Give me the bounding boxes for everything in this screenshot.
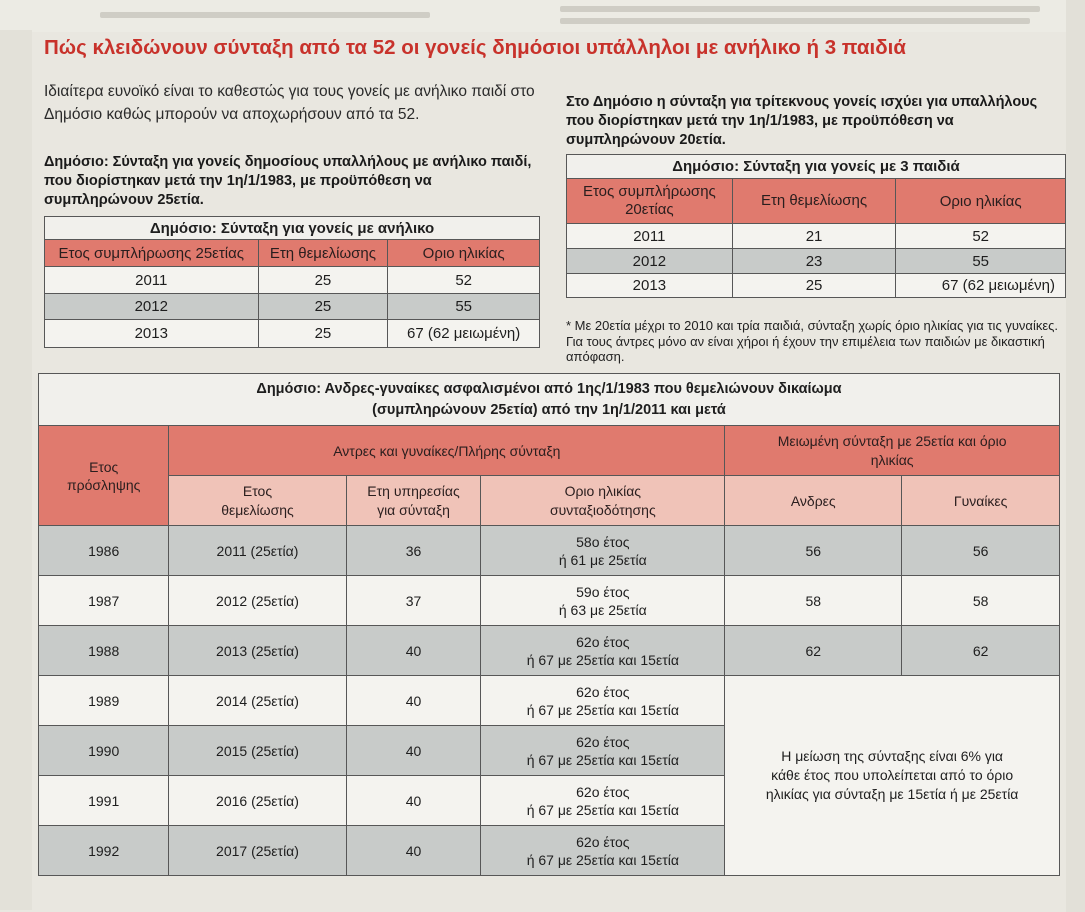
column-header: Ετος συμπλήρωσης 25ετίας [45, 240, 259, 267]
cell-line: 62ο έτος [576, 833, 630, 850]
table-cell: 67 (62 μειωμένη) [896, 274, 1066, 298]
background-newspaper-left-column [0, 30, 32, 910]
pension-reduction-note: Η μείωση της σύνταξης είναι 6% για κάθε έτος που υπολείπεται από το όριο ηλικίας για σύνταξη με 15ετία ή με 25ετία [725, 676, 1060, 876]
table-cell: 21 [732, 224, 896, 249]
table-caption [39, 374, 1060, 426]
table-cell: 2017 (25ετία) [169, 826, 346, 876]
table-cell: 25 [258, 294, 388, 320]
table-cell: 40 [346, 776, 481, 826]
table-cell [481, 576, 725, 626]
table-row [45, 267, 540, 294]
column-header: Οριο ηλικίας [388, 240, 540, 267]
table-row [567, 274, 1066, 298]
cell-line: ή 63 με 25ετία [558, 601, 647, 618]
section1-heading: Δημόσιο: Σύνταξη για γονείς δημοσίους υπαλλήλους με ανήλικο παιδί, που διορίστηκαν μετά την 1η/1/1983, με προϋπόθεση να συμπληρώνουν 25ετία. [44, 154, 532, 208]
table-cell: 1992 [39, 826, 169, 876]
table-row [567, 224, 1066, 249]
cell-line: 62ο έτος [576, 733, 630, 750]
table-row [45, 294, 540, 320]
table-cell: 2013 (25ετία) [169, 626, 346, 676]
background-text-line [560, 6, 1040, 12]
table-cell: 55 [896, 249, 1066, 274]
cell-line: ή 67 με 25ετία και 15ετία [526, 651, 679, 668]
cell-line: ή 67 με 25ετία και 15ετία [526, 851, 679, 868]
table-cell: 2012 (25ετία) [169, 576, 346, 626]
group-header-reduced-pension: Μειωμένη σύνταξη με 25ετία και όριο ηλικίας [725, 426, 1060, 476]
cell-line: 62ο έτος [576, 783, 630, 800]
table-caption: Δημόσιο: Σύνταξη για γονείς με ανήλικο [45, 217, 540, 240]
table-cell [481, 526, 725, 576]
cell-line: ή 61 με 25ετία [558, 551, 647, 568]
column-header: Ετη θεμελίωσης [732, 179, 896, 224]
table-cell: 2013 [45, 320, 259, 348]
section2-heading: Στο Δημόσιο η σύνταξη για τρίτεκνους γονείς ισχύει για υπαλλήλους που διορίστηκαν μετά την 1η/1/1983, με προϋπόθεση να συμπληρώνουν 20ετία. [566, 94, 1038, 148]
table-cell: 1990 [39, 726, 169, 776]
group-header-full-pension: Αντρες και γυναίκες/Πλήρης σύνταξη [169, 426, 725, 476]
table-cell: 1988 [39, 626, 169, 676]
table-caption-line: (συμπληρώνουν 25ετία) από την 1η/1/2011 και μετά [372, 401, 726, 418]
background-text-line [560, 18, 1030, 24]
table-row [39, 526, 1060, 576]
cell-line: ή 67 με 25ετία και 15ετία [526, 701, 679, 718]
column-header: Γυναίκες [902, 476, 1060, 526]
table-cell: 56 [902, 526, 1060, 576]
cell-line: ή 67 με 25ετία και 15ετία [526, 801, 679, 818]
table-cell: 62 [902, 626, 1060, 676]
table-caption: Δημόσιο: Σύνταξη για γονείς με 3 παιδιά [567, 155, 1066, 179]
table-cell: 58 [902, 576, 1060, 626]
cell-line: 62ο έτος [576, 683, 630, 700]
table-cell: 2011 [45, 267, 259, 294]
cell-line: 59ο έτος [576, 583, 630, 600]
cell-line: 58ο έτος [576, 533, 630, 550]
table-cell: 25 [732, 274, 896, 298]
column-header: Ετος συμπλήρωσης 20ετίας [567, 179, 733, 224]
table-cell: 2011 [567, 224, 733, 249]
table-cell: 52 [896, 224, 1066, 249]
table-cell: 2015 (25ετία) [169, 726, 346, 776]
table-cell: 52 [388, 267, 540, 294]
table-cell [481, 626, 725, 676]
table-cell: 40 [346, 676, 481, 726]
intro-text: Ιδιαίτερα ευνοϊκό είναι το καθεστώς για τους γονείς με ανήλικο παιδί στο Δημόσιο καθώς μπορούν να αποχωρήσουν από τα 52. [44, 83, 535, 123]
three-children-pension-table [566, 154, 1066, 298]
table-row [39, 676, 1060, 726]
column-header: Ετος θεμελίωσης [169, 476, 346, 526]
table-cell [481, 726, 725, 776]
cell-line: ή 67 με 25ετία και 15ετία [526, 751, 679, 768]
table-cell [481, 776, 725, 826]
column-header: Οριο ηλικίας [896, 179, 1066, 224]
table-cell: 36 [346, 526, 481, 576]
table-caption-line: Δημόσιο: Ανδρες-γυναίκες ασφαλισμένοι από 1ης/1/1983 που θεμελιώνουν δικαίωμα [256, 380, 842, 397]
table-cell: 2011 (25ετία) [169, 526, 346, 576]
footnote: * Με 20ετία μέχρι το 2010 και τρία παιδιά, σύνταξη χωρίς όριο ηλικίας για τις γυναίκες. Για τους άντρες μόνο αν είναι χήροι ή έχουν την επιμέλεια των παιδιών με δικαστική απόφαση. [566, 318, 1059, 364]
table-cell: 2012 [45, 294, 259, 320]
table-cell: 40 [346, 826, 481, 876]
background-newspaper-right-column [1066, 0, 1085, 912]
table-cell: 40 [346, 626, 481, 676]
table-cell: 2013 [567, 274, 733, 298]
cell-line: 62ο έτος [576, 633, 630, 650]
minor-child-pension-table [44, 216, 540, 348]
table-cell: 2014 (25ετία) [169, 676, 346, 726]
table-cell [481, 676, 725, 726]
column-header: Ετη υπηρεσίας για σύνταξη [346, 476, 481, 526]
table-cell: 1986 [39, 526, 169, 576]
table-cell: 55 [388, 294, 540, 320]
column-header: Ανδρες [725, 476, 902, 526]
table-cell: 1989 [39, 676, 169, 726]
column-header: Οριο ηλικίας συνταξιοδότησης [481, 476, 725, 526]
table-row [39, 626, 1060, 676]
table-cell: 67 (62 μειωμένη) [388, 320, 540, 348]
column-header-hire-year: Ετος πρόσληψης [39, 426, 169, 526]
table-cell [481, 826, 725, 876]
table-cell: 37 [346, 576, 481, 626]
background-text-line [100, 12, 430, 18]
table-cell: 40 [346, 726, 481, 776]
table-cell: 25 [258, 267, 388, 294]
table-row [39, 576, 1060, 626]
table-cell: 1987 [39, 576, 169, 626]
page-title: Πώς κλειδώνουν σύνταξη από τα 52 οι γονείς δημόσιοι υπάλληλοι με ανήλικο ή 3 παιδιά [44, 36, 906, 59]
table-cell: 2012 [567, 249, 733, 274]
table-cell: 58 [725, 576, 902, 626]
table-cell: 25 [258, 320, 388, 348]
table-row [567, 249, 1066, 274]
table-cell: 62 [725, 626, 902, 676]
column-header: Ετη θεμελίωσης [258, 240, 388, 267]
table-cell: 56 [725, 526, 902, 576]
table-row [45, 320, 540, 348]
table-cell: 1991 [39, 776, 169, 826]
table-cell: 23 [732, 249, 896, 274]
table-cell: 2016 (25ετία) [169, 776, 346, 826]
insured-since-1983-table [38, 373, 1060, 876]
